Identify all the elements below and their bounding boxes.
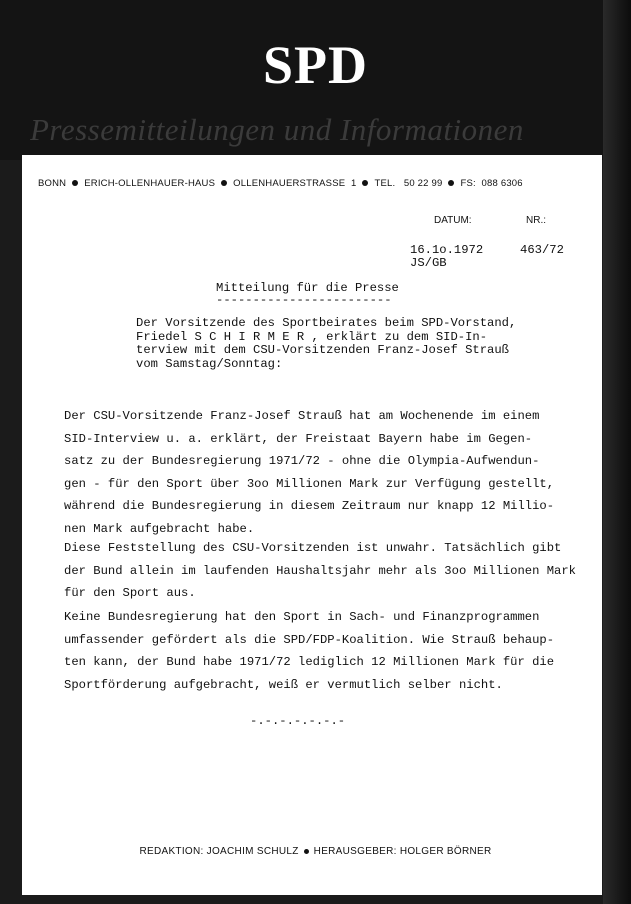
intro-line: Der Vorsitzende des Sportbeirates beim SPD-Vorstand, xyxy=(136,316,517,330)
document-number: 463/72 xyxy=(520,243,564,257)
tel-number: 50 22 99 xyxy=(403,178,443,189)
heading: Mitteilung für die Presse xyxy=(216,281,399,295)
paragraph-line: Der CSU-Vorsitzende Franz-Josef Strauß hat am Wochenende im einem xyxy=(64,409,540,423)
paragraph-line: umfassender gefördert als die SPD/FDP-Koalition. Wie Strauß behaup- xyxy=(64,632,555,647)
bullet-icon xyxy=(72,180,78,186)
document-date: 16.1o.1972 xyxy=(410,243,484,257)
paragraph-line: Sportförderung aufgebracht, weiß er vermutlich selber nicht. xyxy=(64,677,503,692)
address-city: BONN xyxy=(38,178,67,189)
address-building: ERICH-OLLENHAUER-HAUS xyxy=(84,178,216,189)
letterhead-band xyxy=(0,0,631,160)
intro-line: Friedel S C H I R M E R , erklärt zu dem SID-In- xyxy=(136,329,488,344)
bullet-icon xyxy=(304,849,309,854)
paragraph-line: SID-Interview u. a. erklärt, der Freistaat Bayern habe im Gegen- xyxy=(64,431,533,446)
nr-label: NR.: xyxy=(526,215,546,226)
footer-redaktion: REDAKTION: JOACHIM SCHULZ xyxy=(139,846,299,857)
paragraph-2 xyxy=(64,541,584,609)
paragraph-line: Diese Feststellung des CSU-Vorsitzenden ist unwahr. Tatsächlich gibt xyxy=(64,541,562,555)
paragraph-line: ten kann, der Bund habe 1971/72 lediglich 12 Millionen Mark für die xyxy=(64,655,555,669)
bullet-icon xyxy=(221,180,227,186)
intro-line: vom Samstag/Sonntag: xyxy=(136,356,283,371)
bullet-icon xyxy=(362,180,368,186)
address-number: 1 xyxy=(350,178,357,189)
end-mark: -.-.-.-.-.-.- xyxy=(250,714,346,728)
paragraph-line: Keine Bundesregierung hat den Sport in Sach- und Finanzprogrammen xyxy=(64,610,540,624)
footer-herausgeber: HERAUSGEBER: HOLGER BÖRNER xyxy=(313,846,492,857)
heading-underline: ------------------------ xyxy=(216,293,392,307)
fs-label: FS: xyxy=(460,178,476,189)
paragraph-line: satz zu der Bundesregierung 1971/72 - ohne die Olympia-Aufwendun- xyxy=(64,454,540,468)
intro-line: terview mit dem CSU-Vorsitzenden Franz-Josef Strauß xyxy=(136,343,509,357)
paragraph-3 xyxy=(64,610,584,700)
spd-logo: SPD xyxy=(262,35,368,95)
intro-block xyxy=(136,316,566,370)
address-line xyxy=(38,178,598,189)
paragraph-line: gen - für den Sport über 3oo Millionen Mark zur Verfügung gestellt, xyxy=(64,476,555,491)
scan-edge xyxy=(603,0,631,904)
document-initials: JS/GB xyxy=(410,256,447,270)
paragraph-line: für den Sport aus. xyxy=(64,586,196,600)
paragraph-1 xyxy=(64,409,584,544)
paragraph-line: der Bund allein im laufenden Haushaltsjahr mehr als 3oo Millionen Mark xyxy=(64,563,576,578)
bullet-icon xyxy=(448,180,454,186)
footer-line xyxy=(0,846,631,857)
tel-label: TEL. xyxy=(374,178,396,189)
paragraph-line: während die Bundesregierung in diesem Zeitraum nur knapp 12 Millio- xyxy=(64,499,555,513)
address-street: OLLENHAUERSTRASSE xyxy=(233,178,346,189)
paragraph-line: nen Mark aufgebracht habe. xyxy=(64,521,255,536)
letterhead-subtitle: Pressemitteilungen und Informationen xyxy=(30,112,524,147)
datum-label: DATUM: xyxy=(434,215,472,226)
fs-number: 088 6306 xyxy=(481,178,523,189)
